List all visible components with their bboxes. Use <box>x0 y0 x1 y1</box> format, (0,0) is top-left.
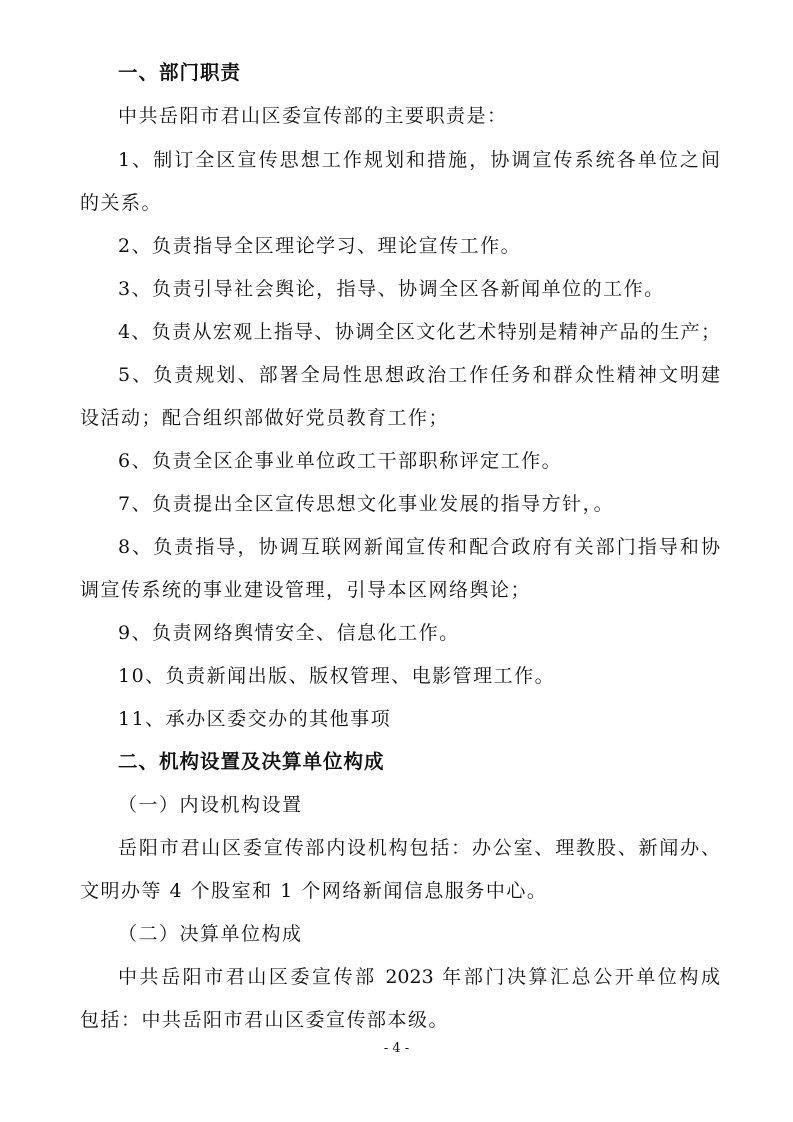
duty-item-3: 3、负责引导社会舆论，指导、协调全区各新闻单位的工作。 <box>118 278 665 300</box>
internal-units-line-2: 文明办等 4 个股室和 1 个网络新闻信息服务中心。 <box>80 880 548 902</box>
duty-item-4: 4、负责从宏观上指导、协调全区文化艺术特别是精神产品的生产； <box>118 321 720 343</box>
duty-item-5-line-2: 设活动；配合组织部做好党员教育工作； <box>80 407 450 429</box>
section-heading-organization: 二、机构设置及决算单位构成 <box>118 750 385 773</box>
subsection-heading-accounting-units: （二）决算单位构成 <box>118 923 303 945</box>
duty-item-2: 2、负责指导全区理论学习、理论宣传工作。 <box>118 235 522 257</box>
duty-item-6: 6、负责全区企事业单位政工干部职称评定工作。 <box>118 450 563 472</box>
section-heading-duties: 一、部门职责 <box>118 61 242 84</box>
duties-intro: 中共岳阳市君山区委宣传部的主要职责是： <box>118 105 508 127</box>
duty-item-5-line-1: 5、负责规划、部署全局性思想政治工作任务和群众性精神文明建 <box>118 364 720 386</box>
internal-units-line-1: 岳阳市君山区委宣传部内设机构包括：办公室、理教股、新闻办、 <box>118 837 720 859</box>
duty-item-9: 9、负责网络舆情安全、信息化工作。 <box>118 622 460 644</box>
accounting-units-line-2: 包括：中共岳阳市君山区委宣传部本级。 <box>80 1009 450 1031</box>
page-number: - 4 - <box>383 1041 410 1056</box>
duty-item-8-line-2: 调宣传系统的事业建设管理，引导本区网络舆论； <box>80 579 532 601</box>
duty-item-10: 10、负责新闻出版、版权管理、电影管理工作。 <box>118 665 556 687</box>
accounting-units-line-1: 中共岳阳市君山区委宣传部 2023 年部门决算汇总公开单位构成 <box>118 966 720 988</box>
duty-item-1-line-1: 1、制订全区宣传思想工作规划和措施，协调宣传系统各单位之间 <box>118 149 720 171</box>
duty-item-11: 11、承办区委交办的其他事项 <box>118 708 392 730</box>
duty-item-1-line-2: 的关系。 <box>80 192 163 214</box>
duty-item-7: 7、负责提出全区宣传思想文化事业发展的指导方针，。 <box>118 493 615 515</box>
duty-item-8-line-1: 8、负责指导，协调互联网新闻宣传和配合政府有关部门指导和协 <box>118 536 720 558</box>
subsection-heading-internal-units: （一）内设机构设置 <box>118 794 303 816</box>
